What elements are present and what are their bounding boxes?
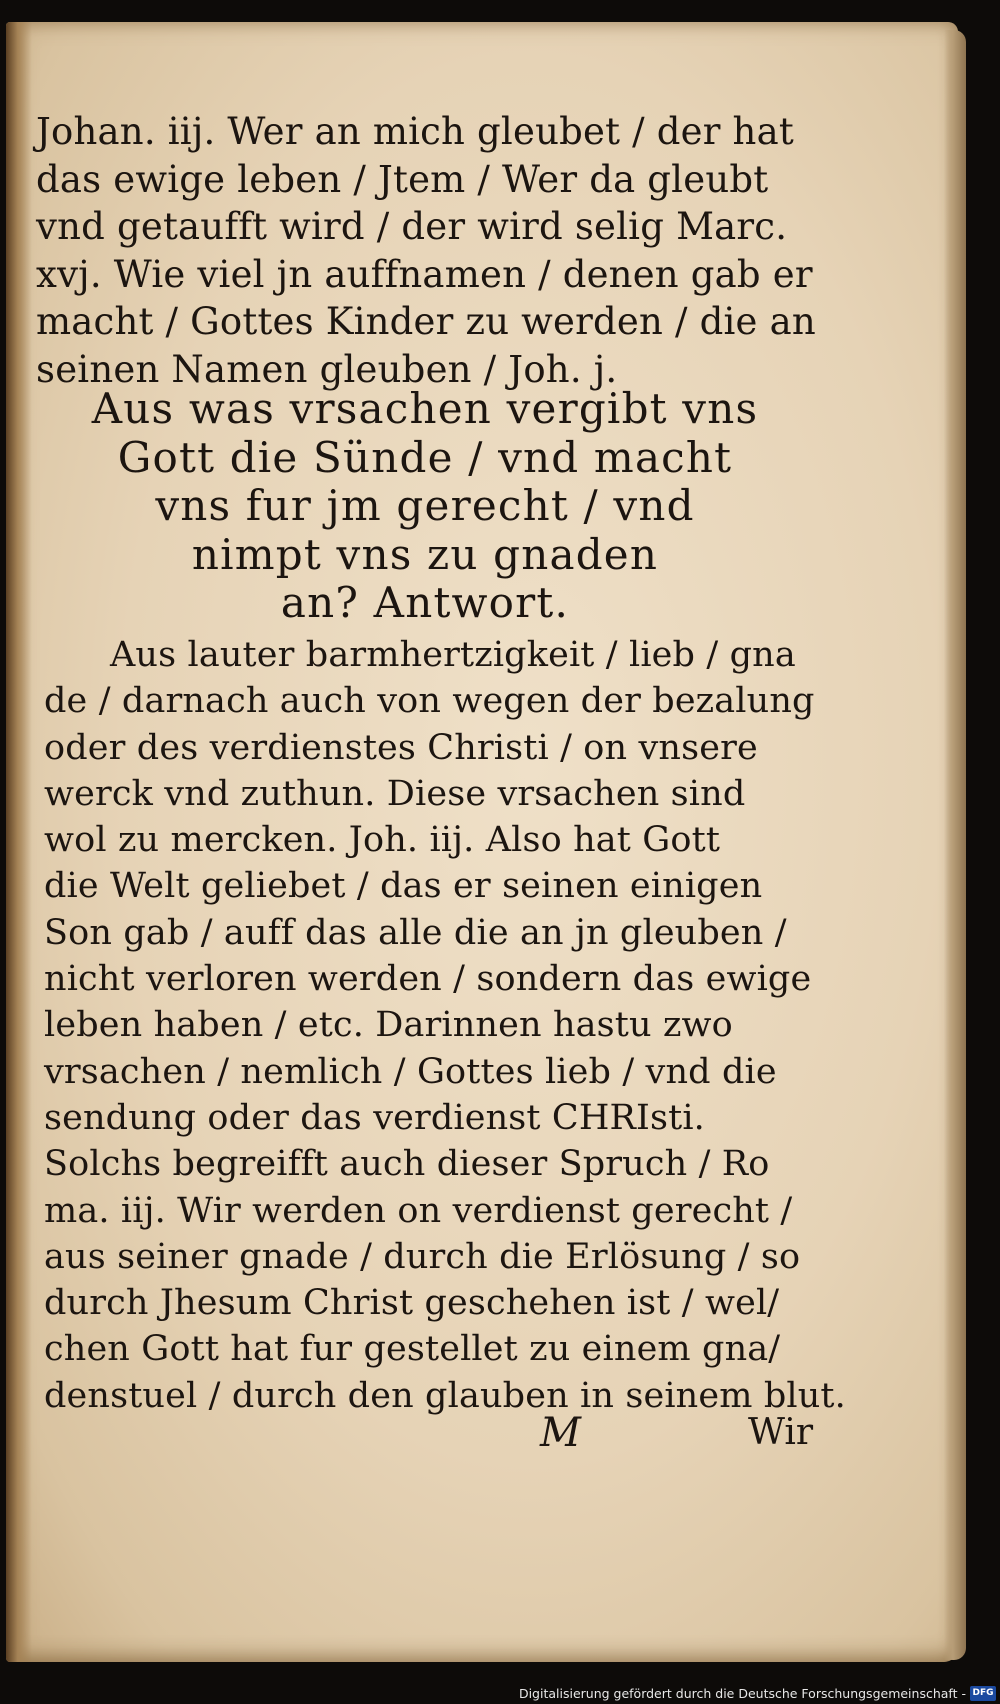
text-line: oder des verdienstes Christi / on vnsere bbox=[44, 727, 758, 768]
text-line: seinen Namen gleuben / Joh. j. bbox=[36, 347, 618, 391]
text-line: aus seiner gnade / durch die Erlösung / so bbox=[44, 1236, 801, 1277]
text-line: denstuel / durch den glauben in seinem blut. bbox=[44, 1375, 846, 1416]
text-line: de / darnach auch von wegen der bezalung bbox=[44, 681, 815, 722]
text-line: Johan. iij. Wer an mich gleubet / der hat bbox=[36, 110, 794, 153]
text-line: xvj. Wie viel jn auffnamen / denen gab er bbox=[36, 252, 813, 296]
text-line: durch Jhesum Christ geschehen ist / wel/ bbox=[44, 1283, 780, 1324]
catchword: Wir bbox=[748, 1412, 814, 1453]
funding-credit: Digitalisierung gefördert durch die Deutsche Forschungsgemeinschaft - bbox=[518, 1686, 966, 1701]
text-line: wol zu mercken. Joh. iij. Also hat Gott bbox=[44, 820, 721, 861]
text-line: leben haben / etc. Darinnen hastu zwo bbox=[44, 1005, 733, 1046]
heading-line: vns fur jm gerecht / vnd bbox=[155, 481, 695, 530]
heading-line: an? Antwort. bbox=[280, 578, 570, 627]
heading-line: Gott die Sünde / vnd macht bbox=[117, 432, 733, 482]
page-gutter-shadow bbox=[6, 22, 32, 1662]
text-line: ma. iij. Wir werden on verdienst gerecht / bbox=[44, 1190, 793, 1231]
page-edge bbox=[944, 30, 966, 1660]
text-line: vnd getaufft wird / der wird selig Marc. bbox=[36, 205, 788, 248]
text-line: nicht verloren werden / sondern das ewige bbox=[44, 959, 812, 1000]
heading-line: nimpt vns zu gnaden bbox=[191, 529, 659, 579]
paragraph-1 bbox=[36, 108, 816, 393]
credit-bar bbox=[0, 1684, 1000, 1704]
heading-line: Aus was vrsachen vergibt vns bbox=[91, 384, 759, 433]
text-line: Solchs begreifft auch dieser Spruch / Ro bbox=[44, 1144, 770, 1185]
text-line: das ewige leben / Jtem / Wer da gleubt bbox=[36, 157, 769, 201]
text-line: die Welt geliebet / das er seinen einigen bbox=[44, 866, 763, 907]
text-line: macht / Gottes Kinder zu werden / die an bbox=[36, 300, 816, 343]
text-line: Aus lauter barmhertzigkeit / lieb / gna bbox=[110, 635, 796, 675]
paragraph-2 bbox=[44, 632, 846, 1419]
text-line: sendung oder das verdienst CHRIsti. bbox=[44, 1097, 705, 1138]
text-line: vrsachen / nemlich / Gottes lieb / vnd die bbox=[44, 1051, 777, 1092]
section-heading bbox=[20, 385, 830, 628]
text-line: werck vnd zuthun. Diese vrsachen sind bbox=[44, 773, 746, 814]
page-footer bbox=[540, 1410, 840, 1460]
text-line: chen Gott hat fur gestellet zu einem gna/ bbox=[44, 1329, 781, 1370]
signature-mark: M bbox=[540, 1410, 581, 1456]
text-line: Son gab / auff das alle die an jn gleuben / bbox=[44, 912, 787, 953]
dfg-logo: DFG bbox=[970, 1686, 996, 1701]
